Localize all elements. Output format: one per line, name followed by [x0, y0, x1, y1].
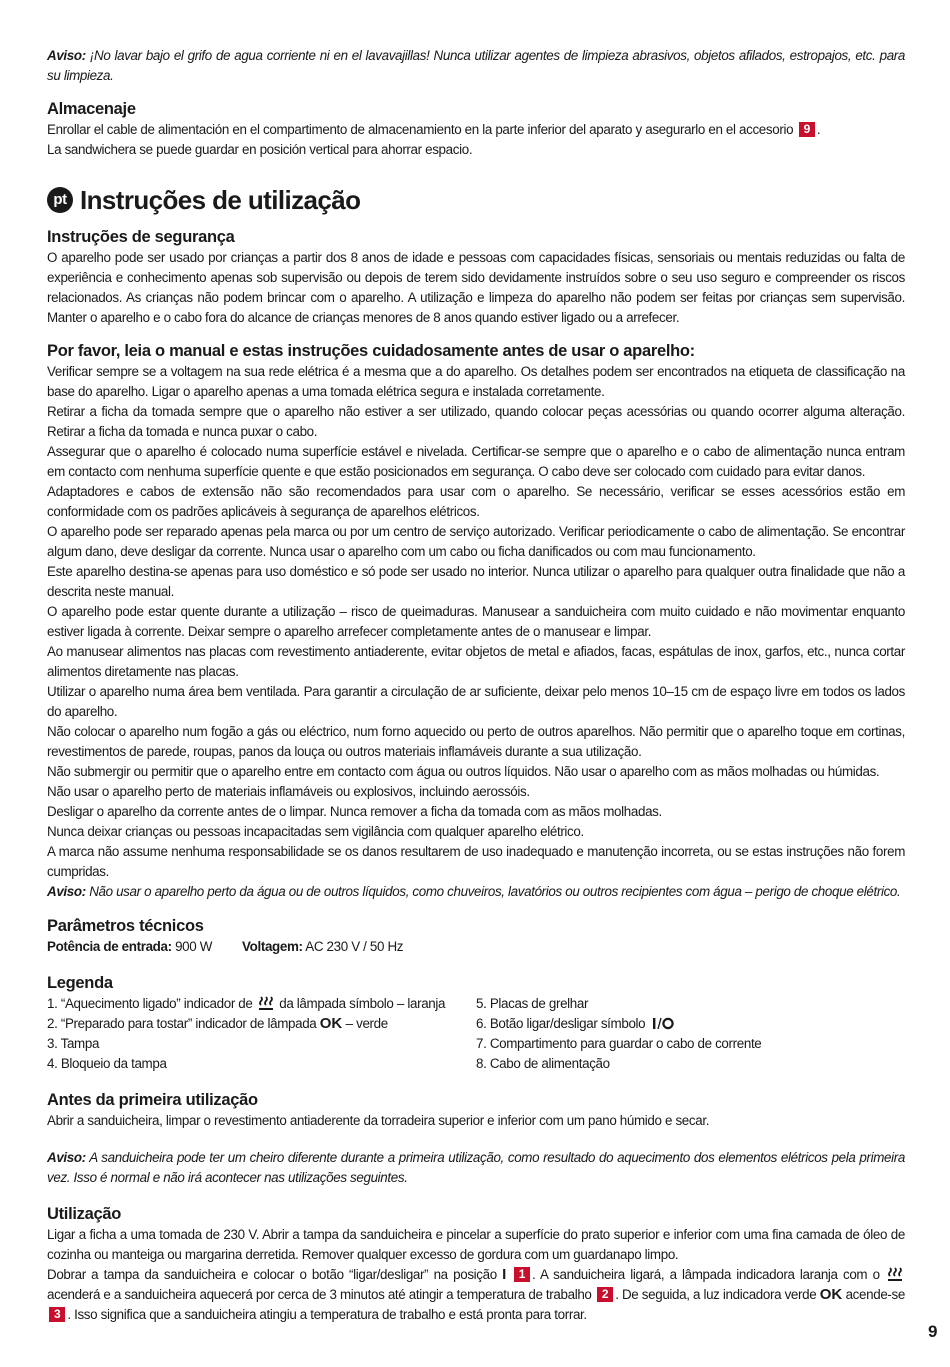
usage-text: acenderá e a sanduicheira aquecerá por cerca de 3 minutos até atingir a temperatura de trabalho	[47, 1287, 595, 1302]
first-use-text: Abrir a sanduicheira, limpar o revestimento antiaderente da torradeira superior e inferior com um pano húmido e secar.	[47, 1113, 710, 1128]
on-off-symbol-icon	[651, 1017, 675, 1030]
legend-item-8: 8. Cabo de alimentação	[476, 1056, 610, 1071]
legend-column-right	[476, 994, 905, 1074]
heat-symbol-icon	[887, 1267, 903, 1282]
pt-section-title	[47, 184, 905, 216]
legend-text: 2. “Preparado para tostar” indicador de lâmpada	[47, 1016, 320, 1031]
figure-badge-2: 2	[597, 1287, 613, 1302]
instruction-paragraph: Utilizar o aparelho numa área bem ventilada. Para garantir a circulação de ar suficiente, deixar pelo menos 10–15 cm de espaço livre em todos os lados do aparelho.	[47, 684, 905, 719]
usage-text: Dobrar a tampa da sanduicheira e colocar o botão “ligar/desligar” na posição	[47, 1267, 503, 1282]
tech-heading: Parâmetros técnicos	[47, 917, 204, 935]
read-manual-paragraphs	[47, 362, 905, 882]
first-use-warning	[47, 1148, 905, 1188]
legend-text: 1. “Aquecimento ligado” indicador de	[47, 996, 256, 1011]
voltage-value: AC 230 V / 50 Hz	[302, 939, 404, 954]
instruction-paragraph: Retirar a ficha da tomada sempre que o aparelho não estiver a ser utilizado, quando colocar peças acessórias ou quando ocorrer alguma alteração. Retirar a ficha da tomada e nunca puxar o cabo.	[47, 404, 905, 439]
storage-text-c: La sandwichera se puede guardar en posición vertical para ahorrar espacio.	[47, 142, 473, 157]
warning-label: Aviso:	[47, 884, 86, 899]
read-manual-warning	[47, 882, 905, 902]
first-use-heading: Antes da primeira utilização	[47, 1091, 258, 1109]
storage-text-b: .	[816, 122, 821, 137]
instruction-paragraph: Este aparelho destina-se apenas para uso doméstico e só pode ser usado no interior. Nunca utilizar o aparelho para qualquer outra finalidade que não a descrita neste manual.	[47, 564, 905, 599]
heat-symbol-icon	[258, 996, 274, 1011]
instruction-paragraph: O aparelho pode ser reparado apenas pela marca ou por um centro de serviço autorizado. Verificar periodicamente o cabo de alimentação. Se encontrar algum dano, deve desligar da corrente. Nunca usar o aparelho com um cabo ou ficha danificados ou com mau funcionamento.	[47, 524, 905, 559]
warning-text: ¡No lavar bajo el grifo de agua corriente ni en el lavavajillas! Nunca utilizar agentes de limpieza abrasivos, objetos afilados, estropajos, etc. para su limpieza.	[47, 48, 905, 83]
safety-heading: Instruções de segurança	[47, 228, 235, 246]
storage-heading: Almacenaje	[47, 100, 136, 118]
es-warning	[47, 46, 905, 86]
warning-label: Aviso:	[47, 1150, 86, 1165]
instruction-paragraph: Assegurar que o aparelho é colocado numa superfície estável e nivelada. Certificar-se sempre que o aparelho e o cabo de alimentação nunca entram em contacto com nenhuma superfície quente e que estão posicionados em segurança. O cabo deve ser colocado com cuidado para evitar danos.	[47, 444, 905, 479]
usage-text: . Isso significa que a sanduicheira atingiu a temperatura de trabalho e está pronta para torrar.	[67, 1307, 587, 1322]
legend-item-1	[47, 994, 476, 1014]
instruction-paragraph: Adaptadores e cabos de extensão não são recomendados para usar com o aparelho. Se necessário, verificar se esses acessórios estão em conformidade com os padrões aplicáveis à segurança de aparelhos elétricos.	[47, 484, 905, 519]
instruction-paragraph: Verificar sempre se a voltagem na sua rede elétrica é a mesma que a do aparelho. Os detalhes podem ser encontrados na etiqueta de classificação na base do aparelho. Ligar o aparelho apenas a uma tomada elétrica segura e instalada corretamente.	[47, 364, 905, 399]
legend-item-2	[47, 1014, 476, 1034]
legend-heading: Legenda	[47, 974, 113, 992]
instruction-paragraph: Ao manusear alimentos nas placas com revestimento antiaderente, evitar objetos de metal e afiados, facas, espátulas de inox, garfos, etc., nunca cortar alimentos diretamente nas placas.	[47, 644, 905, 679]
figure-badge-9: 9	[799, 122, 815, 137]
instruction-paragraph: A marca não assume nenhuma responsabilidade se os danos resultarem de uso inadequado e manutenção incorreta, ou se estas instruções não forem cumpridas.	[47, 844, 905, 879]
ok-symbol: OK	[819, 1286, 843, 1303]
storage-text	[47, 120, 905, 160]
instruction-paragraph: O aparelho pode estar quente durante a utilização – risco de queimaduras. Manusear a sanduicheira com muito cuidado e não movimentar enquanto estiver ligada à corrente. Deixar sempre o aparelho arrefecer completamente antes de o manusear e limpar.	[47, 604, 905, 639]
legend-item-4: 4. Bloqueio da tampa	[47, 1056, 167, 1071]
legend-text: da lâmpada símbolo – laranja	[275, 996, 446, 1011]
storage-text-a: Enrollar el cable de alimentación en el compartimento de almacenamiento en la parte inferior del aparato y asegurarlo en el accesorio	[47, 122, 794, 137]
usage-paragraph-1: Ligar a ficha a uma tomada de 230 V. Abrir a tampa da sanduicheira e pincelar a superfície do prato superior e inferior com uma fina camada de óleo de cozinha ou manteiga ou margarina derretida. Remover qualquer excesso de gordura com um guardanapo limpo.	[47, 1227, 905, 1262]
legend-list	[47, 994, 905, 1074]
legend-item-5: 5. Placas de grelhar	[476, 996, 589, 1011]
page-content	[47, 46, 905, 1325]
usage-heading: Utilização	[47, 1205, 122, 1223]
usage-text: acende-se	[842, 1287, 905, 1302]
section-title: Instruções de utilização	[80, 185, 361, 215]
legend-text: – verde	[342, 1016, 388, 1031]
instruction-paragraph: Não colocar o aparelho num fogão a gás ou eléctrico, num forno aquecido ou perto de outros aparelhos. Não permitir que o aparelho toque em cortinas, revestimentos de parede, roupas, panos da louça ou outros materiais inflamáveis durante a sua utilização.	[47, 724, 905, 759]
voltage-label: Voltagem:	[242, 939, 303, 954]
power-label: Potência de entrada:	[47, 939, 172, 954]
legend-column-left	[47, 994, 476, 1074]
instruction-paragraph: Não usar o aparelho perto de materiais inflamáveis ou explosivos, incluindo aerossóis.	[47, 784, 530, 799]
language-badge-icon: pt	[47, 187, 73, 213]
safety-text: O aparelho pode ser usado por crianças a partir dos 8 anos de idade e pessoas com capacidades físicas, sensoriais ou mentais reduzidas ou falta de experiência e conhecimento apenas sob supervisão ou depois de terem sido devidamente instruídos sobre o seu uso seguro e compreender os riscos relacionados. As crianças não podem brincar com o aparelho. A utilização e limpeza do aparelho não podem ser feitas por crianças sem supervisão. Manter o aparelho e o cabo fora do alcance de crianças menores de 8 anos quando estiver ligado ou a arrefecer.	[47, 250, 905, 325]
legend-item-7: 7. Compartimento para guardar o cabo de corrente	[476, 1036, 762, 1051]
page-number: 9	[928, 1322, 938, 1341]
legend-text: 6. Botão ligar/desligar símbolo	[476, 1016, 649, 1031]
warning-label: Aviso:	[47, 48, 86, 63]
warning-text: A sanduicheira pode ter um cheiro diferente durante a primeira utilização, como resultado do aquecimento dos elementos elétricos pela primeira vez. Isso é normal e não irá acontecer nas utilizações seguintes.	[47, 1150, 905, 1185]
on-position-symbol: I	[502, 1266, 507, 1283]
legend-item-6	[476, 1014, 905, 1034]
figure-badge-1: 1	[514, 1267, 530, 1282]
warning-text: Não usar o aparelho perto da água ou de outros líquidos, como chuveiros, lavatórios ou outros recipientes com água – perigo de choque elétrico.	[85, 884, 901, 899]
figure-badge-3: 3	[49, 1307, 65, 1322]
instruction-paragraph: Desligar o aparelho da corrente antes de o limpar. Nunca remover a ficha da tomada com as mãos molhadas.	[47, 804, 662, 819]
legend-item-3: 3. Tampa	[47, 1036, 100, 1051]
usage-paragraph-2	[47, 1265, 905, 1325]
usage-text: . A sanduicheira ligará, a lâmpada indicadora laranja com o	[532, 1267, 885, 1282]
usage-text: . De seguida, a luz indicadora verde	[615, 1287, 820, 1302]
instruction-paragraph: Não submergir ou permitir que o aparelho entre em contacto com água ou outros líquidos. Não usar o aparelho com as mãos molhadas ou húmidas.	[47, 764, 880, 779]
ok-symbol: OK	[319, 1015, 343, 1032]
power-value: 900 W	[171, 939, 213, 954]
instruction-paragraph: Nunca deixar crianças ou pessoas incapacitadas sem vigilância com qualquer aparelho elétrico.	[47, 824, 584, 839]
read-manual-heading: Por favor, leia o manual e estas instruções cuidadosamente antes de usar o aparelho:	[47, 342, 695, 360]
tech-params	[47, 937, 905, 957]
